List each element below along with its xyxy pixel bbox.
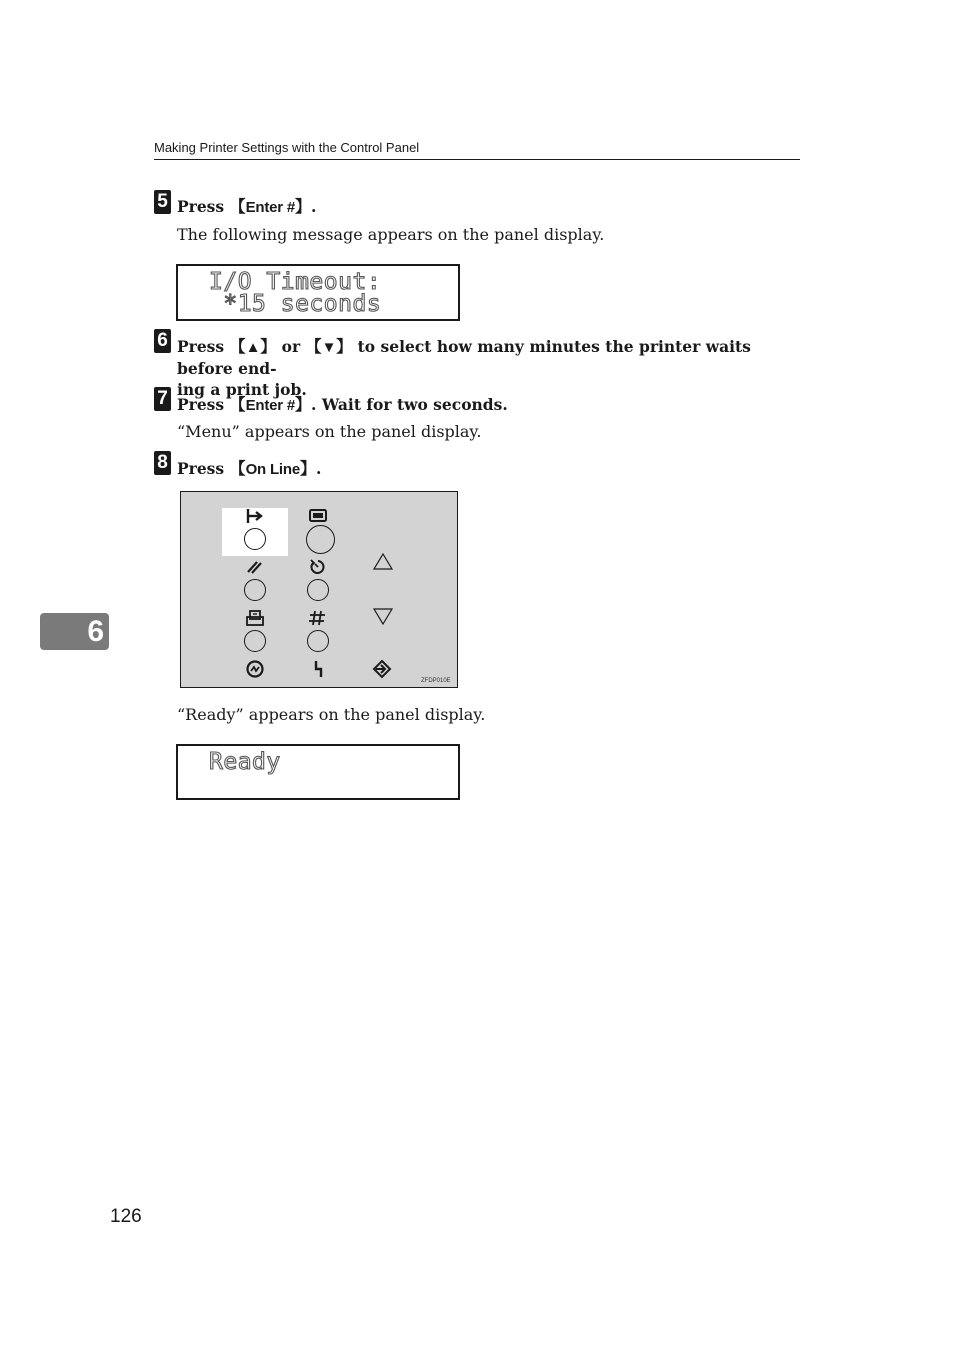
press-word: Press <box>177 197 230 216</box>
key-bracket-open: 【 <box>229 395 246 414</box>
key-bracket-close: 】 <box>336 337 353 356</box>
step-8-note: “Ready” appears on the panel display. <box>177 705 486 724</box>
press-word: Press <box>177 395 230 414</box>
step-number-7: 7 <box>154 387 171 411</box>
press-word: Press <box>177 337 230 356</box>
key-bracket-close: 】 <box>295 395 312 414</box>
job-reset-button[interactable] <box>307 579 329 601</box>
down-arrow-icon[interactable] <box>371 605 395 627</box>
form-feed-button[interactable] <box>244 630 266 652</box>
power-icon <box>243 659 267 679</box>
key-bracket-close: 】 <box>300 459 317 478</box>
clear-icon <box>243 557 267 577</box>
key-bracket-open: 【 <box>229 337 246 356</box>
step-7-note: “Menu” appears on the panel display. <box>177 422 482 441</box>
clear-button[interactable] <box>244 579 266 601</box>
panel-display-timeout <box>176 264 460 321</box>
menu-button[interactable] <box>306 525 335 554</box>
enter-hash-icon <box>306 608 330 628</box>
enter-button[interactable] <box>307 630 329 652</box>
press-word: Press <box>177 459 230 478</box>
running-header: Making Printer Settings with the Control Panel <box>154 139 800 160</box>
online-button[interactable] <box>244 528 266 550</box>
menu-icon <box>306 506 330 526</box>
step-6-line-2: ing a print job. <box>177 380 307 399</box>
chapter-number: 6 <box>87 615 104 648</box>
step-number-5: 5 <box>154 190 171 214</box>
enter-key-label: Enter # <box>245 397 296 414</box>
step-number-6: 6 <box>154 329 171 353</box>
panel-display-ready <box>176 744 460 800</box>
page-number: 126 <box>110 1206 142 1227</box>
key-bracket-open: 【 <box>305 337 322 356</box>
key-bracket-close: 】 <box>260 337 277 356</box>
job-reset-icon <box>306 557 330 577</box>
lcd-line-2: *15 seconds <box>209 291 382 317</box>
error-icon <box>306 659 330 679</box>
data-in-icon <box>370 659 394 679</box>
step-number-8: 8 <box>154 451 171 475</box>
or-word: or <box>276 337 306 356</box>
step-8-tail: . <box>316 459 322 478</box>
online-icon <box>243 506 267 526</box>
up-key-label: ▲ <box>245 339 261 356</box>
step-6-line-1: to select how many minutes the printer waits before end- <box>177 337 751 378</box>
step-5-tail: . <box>311 197 317 216</box>
down-key-label: ▼ <box>321 339 337 356</box>
step-6-instruction <box>177 336 807 400</box>
key-bracket-close: 】 <box>295 197 312 216</box>
lcd-ready-line: Ready <box>209 749 281 775</box>
figure-code: ZFDP010E <box>421 678 451 684</box>
up-arrow-icon[interactable] <box>371 551 395 573</box>
enter-key-label: Enter # <box>245 199 296 216</box>
step-5-instruction <box>177 196 316 218</box>
step-5-note: The following message appears on the panel display. <box>177 225 605 244</box>
online-key-label: On Line <box>245 461 300 478</box>
form-feed-icon <box>243 608 267 628</box>
step-7-instruction <box>177 394 508 416</box>
key-bracket-open: 【 <box>229 197 246 216</box>
step-7-tail: . Wait for two seconds. <box>311 395 508 414</box>
control-panel-illustration <box>180 491 458 688</box>
lcd-line-1: I/O Timeout: <box>209 269 382 295</box>
step-8-instruction <box>177 458 321 480</box>
chapter-tab <box>40 613 109 650</box>
key-bracket-open: 【 <box>229 459 246 478</box>
